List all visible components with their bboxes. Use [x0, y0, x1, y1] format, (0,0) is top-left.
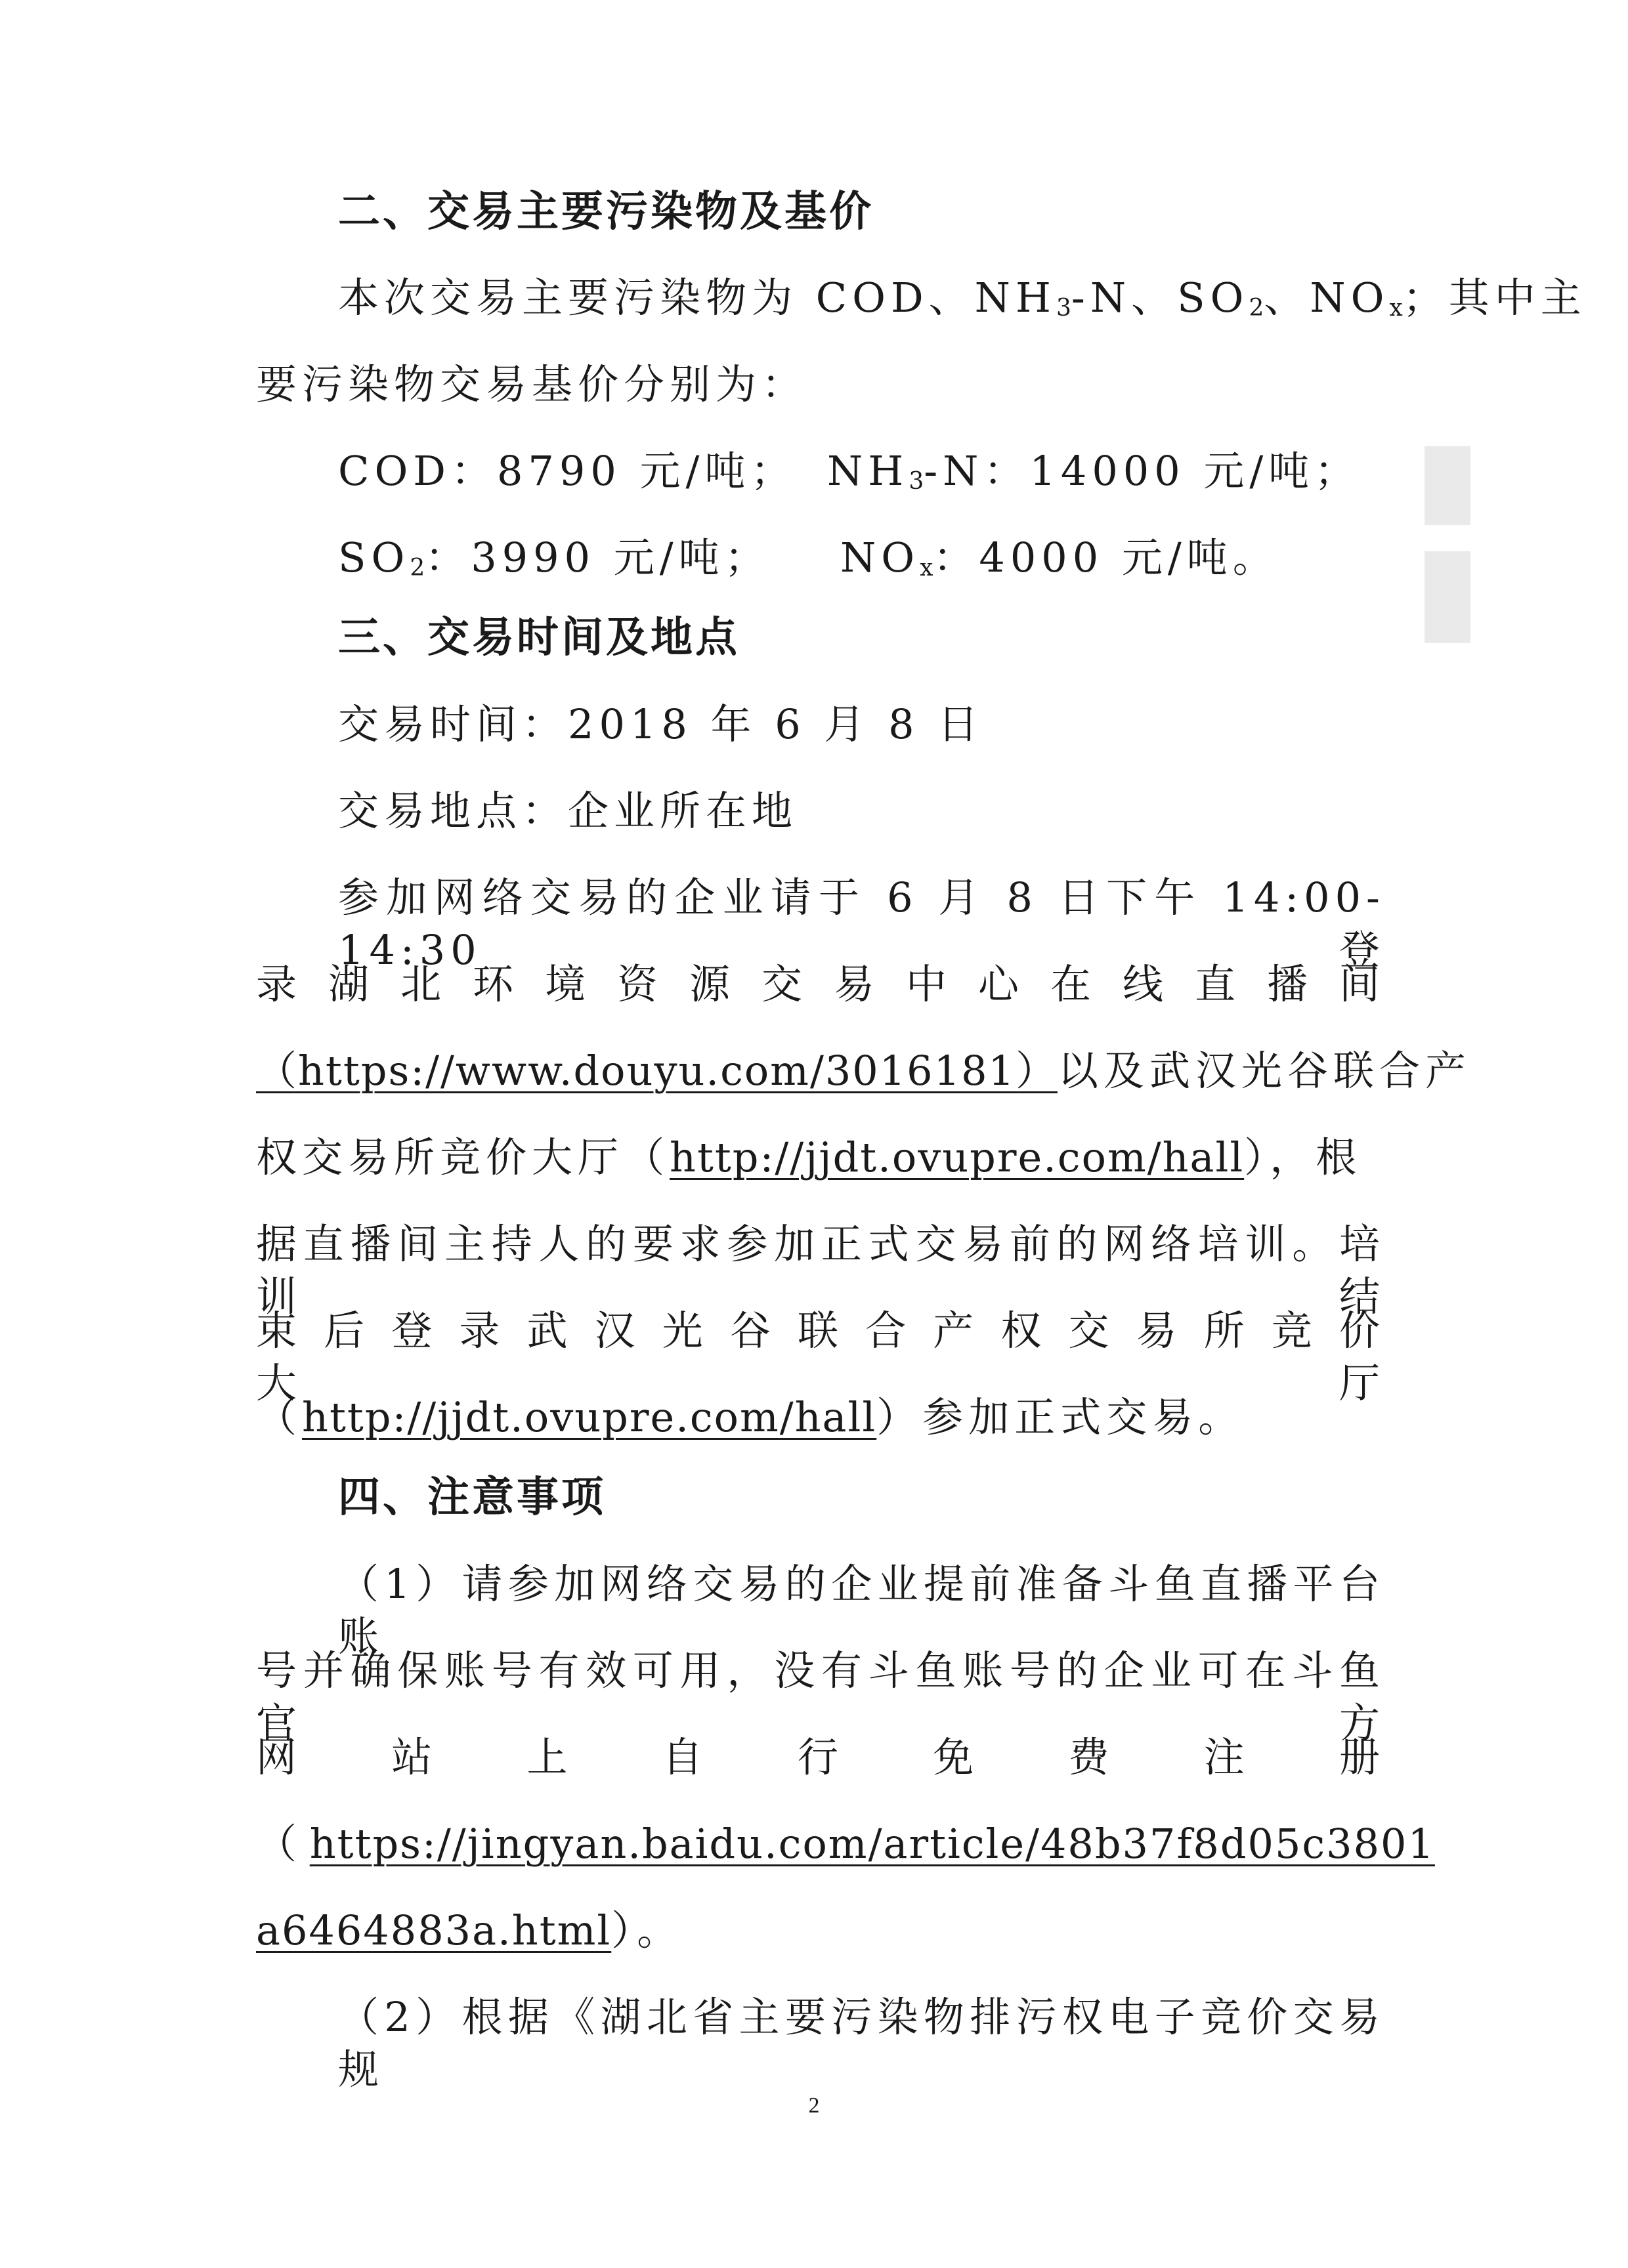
section2-heading: 二、交易主要污染物及基价: [338, 188, 874, 236]
price-nh3-b: -N：14000 元/吨；: [924, 447, 1361, 495]
notice-item1-line1: （1）请参加网络交易的企业提前准备斗鱼直播平台账: [338, 1560, 1385, 1660]
price-nox: [840, 532, 1279, 595]
bidding-hall-link[interactable]: http://jjdt.ovupre.com/hall: [670, 1133, 1245, 1181]
section3-para-line2: 录 湖 北 环 境 资 源 交 易 中 心 在 线 直 播 间: [256, 960, 1385, 1008]
notice-item1-line4: [256, 1818, 1435, 1870]
section3-para-line5: 据直播间主持人的要求参加正式交易前的网络培训。培训结: [256, 1220, 1385, 1320]
douyu-link[interactable]: （https://www.douyu.com/3016181）: [256, 1047, 1058, 1095]
para1-text-b: -N、SO: [1071, 274, 1249, 322]
page-number: 2: [808, 2093, 820, 2118]
register-guide-link-cont[interactable]: a6464883a.html: [256, 1906, 612, 1954]
para1-sub-so2: 2: [1249, 295, 1264, 322]
section3-para-line1: 参加网络交易的企业请于 6 月 8 日下午 14:00-14:30 登: [338, 873, 1385, 974]
price-nh3: [827, 445, 1360, 508]
section3-para-line4-b: ），根: [1244, 1133, 1362, 1181]
section2-para1-line1: [338, 272, 1587, 335]
price-nh3-a: NH: [827, 447, 909, 495]
section2-para1-line2: 要污染物交易基价分别为：: [256, 360, 808, 408]
notice-item1-line2: 号并确保账号有效可用，没有斗鱼账号的企业可在斗鱼官方: [256, 1647, 1385, 1747]
section4-heading: 四、注意事项: [338, 1473, 606, 1522]
price-nh3-sub: 3: [909, 468, 924, 495]
section3-heading: 三、交易时间及地点: [338, 614, 740, 662]
trade-time: 交易时间：2018 年 6 月 8 日: [338, 700, 984, 748]
price-so2-sub: 2: [410, 555, 425, 581]
para1-sub-nh3: 3: [1056, 295, 1071, 322]
notice-item1-line4-a: （: [256, 1820, 310, 1868]
para1-text-d: ；其中主: [1402, 274, 1587, 322]
para1-text-a: 本次交易主要污染物为 COD、NH: [338, 274, 1057, 322]
price-cod: COD：8790 元/吨；: [338, 447, 797, 495]
section3-para-line4-a: 权交易所竞价大厅（: [256, 1133, 670, 1181]
section3-para-line7-b: ）参加正式交易。: [876, 1393, 1245, 1441]
register-guide-link[interactable]: https://jingyan.baidu.com/article/48b37f8d05c3801: [309, 1820, 1435, 1868]
price-nox-sub: x: [920, 555, 933, 581]
section3-para-line4: [256, 1131, 1385, 1184]
price-nox-a: NO: [840, 534, 920, 581]
notice-item2-line1: （2）根据《湖北省主要污染物排污权电子竞价交易规: [338, 1993, 1385, 2093]
section3-para-line7: [256, 1391, 1385, 1444]
bidding-hall-link-2[interactable]: http://jjdt.ovupre.com/hall: [302, 1393, 877, 1441]
price-so2-b: ：3990 元/吨；: [425, 534, 771, 581]
notice-item1-line3: 网 站 上 自 行 免 费 注 册: [256, 1733, 1385, 1781]
section3-para-line7-a: （: [256, 1393, 303, 1441]
price-so2-a: SO: [338, 534, 410, 581]
section3-para-line6: 束 后 登 录 武 汉 光 谷 联 合 产 权 交 易 所 竞 价 大 厅: [256, 1307, 1385, 1407]
bleed-through-mark: [1418, 446, 1477, 643]
notice-item1-line5-b: ）。: [611, 1906, 683, 1954]
para1-sub-nox: x: [1389, 295, 1403, 322]
price-so2: [338, 532, 771, 595]
para1-text-c: 、NO: [1264, 274, 1390, 322]
notice-item1-line5: [256, 1904, 1385, 1957]
trade-place: 交易地点：企业所在地: [338, 787, 798, 835]
price-nox-b: ：4000 元/吨。: [933, 534, 1279, 581]
section3-para-line3: [256, 1045, 1471, 1097]
section3-para-line3-rest: 以及武汉光谷联合产: [1057, 1047, 1471, 1095]
